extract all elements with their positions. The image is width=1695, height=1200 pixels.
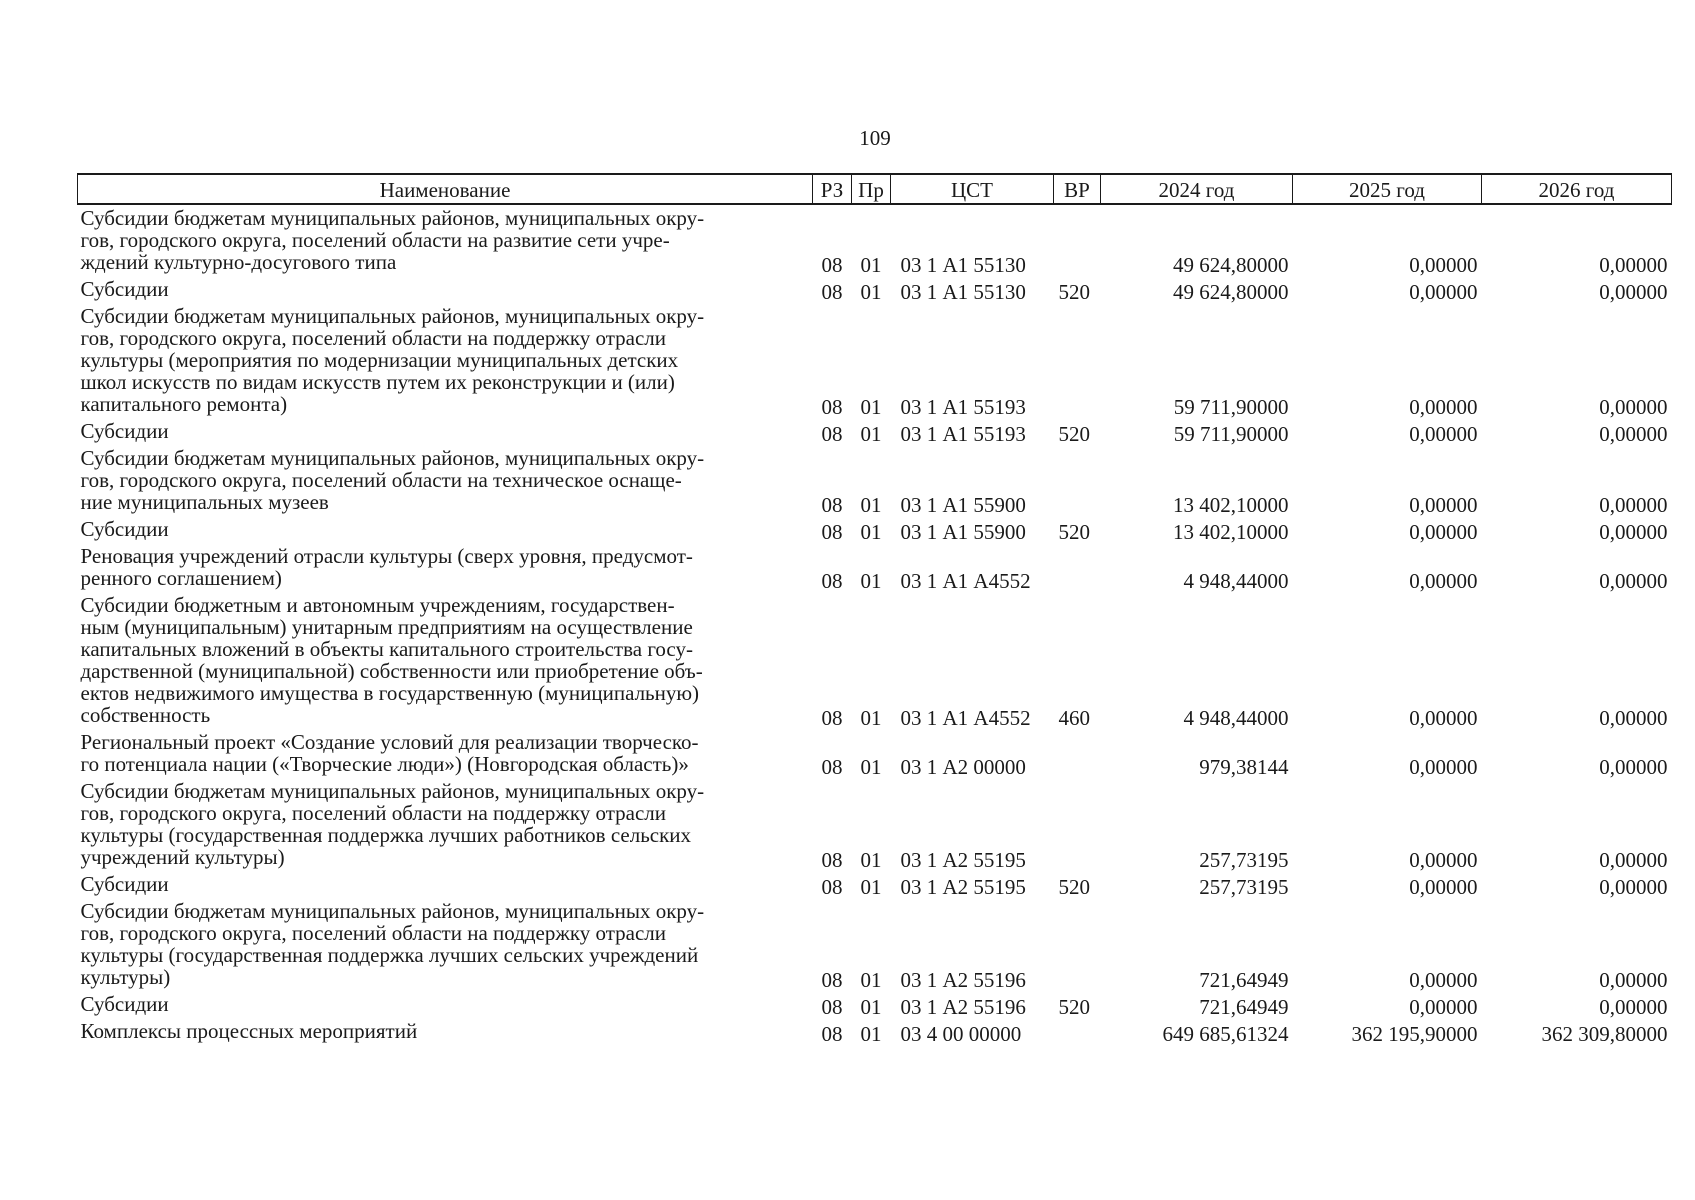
cell-2024: 4 948,44000	[1183, 569, 1289, 593]
cell-vr: 520	[1058, 995, 1090, 1019]
cell-vr	[1054, 445, 1101, 516]
name-line: гов, городского округа, поселений области на развитие сети учре-	[80, 228, 670, 252]
cell-2024: 979,38144	[1199, 755, 1289, 779]
cell-name	[78, 1018, 813, 1045]
cell-2025: 0,00000	[1409, 755, 1478, 779]
header-2025: 2025 год	[1293, 174, 1482, 204]
cell-2024: 13 402,10000	[1173, 493, 1289, 517]
table-header	[78, 174, 1672, 204]
cell-name	[78, 871, 813, 898]
cell-name	[78, 276, 813, 303]
name-line: ектов недвижимого имущества в государственную (муниципальную)	[80, 681, 700, 705]
cell-cst: 03 1 А1 А4552	[900, 569, 1031, 593]
cell-2025: 0,00000	[1409, 493, 1478, 517]
cell-2025: 0,00000	[1409, 706, 1478, 730]
cell-pr: 01	[860, 395, 882, 419]
cell-cst: 03 1 А2 00000	[900, 755, 1026, 779]
header-cst: ЦСТ	[891, 174, 1054, 204]
cell-pr: 01	[860, 253, 882, 277]
name-line: ждений культурно-досугового типа	[80, 250, 397, 274]
cell-2025: 0,00000	[1409, 253, 1478, 277]
cell-pr: 01	[860, 422, 882, 446]
cell-2024: 49 624,80000	[1173, 280, 1289, 304]
cell-rz: 08	[821, 995, 843, 1019]
header-2024: 2024 год	[1101, 174, 1293, 204]
cell-2025: 0,00000	[1409, 995, 1478, 1019]
budget-table	[77, 173, 1672, 1045]
cell-2024: 257,73195	[1199, 848, 1289, 872]
cell-2025: 0,00000	[1409, 520, 1478, 544]
cell-vr	[1054, 204, 1101, 276]
header-rz: РЗ	[813, 174, 852, 204]
cell-2024: 721,64949	[1199, 968, 1289, 992]
table-row	[78, 778, 1672, 871]
cell-name	[78, 303, 813, 418]
cell-2026: 0,00000	[1599, 755, 1668, 779]
name-line: ренного соглашением)	[80, 566, 282, 590]
cell-rz: 08	[821, 520, 843, 544]
cell-vr: 520	[1058, 520, 1090, 544]
cell-2025: 0,00000	[1409, 422, 1478, 446]
name-line: гов, городского округа, поселений области на поддержку отрасли	[80, 326, 667, 350]
cell-rz: 08	[821, 493, 843, 517]
cell-2026: 362 309,80000	[1541, 1022, 1668, 1046]
cell-name	[78, 543, 813, 592]
cell-pr: 01	[860, 569, 882, 593]
cell-vr	[1054, 1018, 1101, 1045]
name-line: Региональный проект «Создание условий для реализации творческо-	[80, 730, 699, 754]
name-line: культуры (государственная поддержка лучших работников сельских	[80, 823, 692, 847]
cell-name	[78, 592, 813, 729]
cell-cst: 03 1 А1 55130	[900, 253, 1026, 277]
cell-vr	[1054, 729, 1101, 778]
cell-vr	[1054, 303, 1101, 418]
table-row	[78, 592, 1672, 729]
cell-2026: 0,00000	[1599, 995, 1668, 1019]
cell-cst: 03 1 А1 55900	[900, 493, 1026, 517]
name-line: Субсидии	[80, 419, 169, 443]
page-number: 109	[859, 126, 891, 150]
cell-vr	[1054, 543, 1101, 592]
name-line: Субсидии бюджетам муниципальных районов, муниципальных окру-	[80, 446, 705, 470]
cell-2026: 0,00000	[1599, 569, 1668, 593]
table-row	[78, 204, 1672, 276]
cell-2025: 0,00000	[1409, 395, 1478, 419]
cell-vr	[1054, 778, 1101, 871]
cell-2026: 0,00000	[1599, 493, 1668, 517]
name-line: культуры (мероприятия по модернизации муниципальных детских	[80, 348, 679, 372]
cell-cst: 03 1 А2 55195	[900, 848, 1026, 872]
cell-rz: 08	[821, 569, 843, 593]
table-row	[78, 276, 1672, 303]
header-name: Наименование	[78, 174, 813, 204]
cell-rz: 08	[821, 968, 843, 992]
cell-cst: 03 1 А2 55196	[900, 968, 1026, 992]
cell-vr: 520	[1058, 422, 1090, 446]
cell-name	[78, 729, 813, 778]
cell-2026: 0,00000	[1599, 875, 1668, 899]
table-row	[78, 418, 1672, 445]
name-line: Комплексы процессных мероприятий	[80, 1019, 418, 1043]
cell-2024: 649 685,61324	[1162, 1022, 1289, 1046]
cell-2025: 0,00000	[1409, 569, 1478, 593]
cell-cst: 03 1 А1 55900	[900, 520, 1026, 544]
name-line: капитальных вложений в объекты капитального строительства госу-	[80, 637, 693, 661]
cell-pr: 01	[860, 995, 882, 1019]
name-line: го потенциала нации («Творческие люди») (Новгородская область)»	[80, 752, 689, 776]
cell-2024: 59 711,90000	[1173, 422, 1289, 446]
name-line: Субсидии бюджетам муниципальных районов, муниципальных окру-	[80, 206, 705, 230]
header-2026: 2026 год	[1482, 174, 1672, 204]
cell-pr: 01	[860, 280, 882, 304]
cell-2026: 0,00000	[1599, 520, 1668, 544]
cell-pr: 01	[860, 968, 882, 992]
name-line: Субсидии	[80, 517, 169, 541]
cell-rz: 08	[821, 422, 843, 446]
name-line: гов, городского округа, поселений области на поддержку отрасли	[80, 921, 667, 945]
name-line: культуры (государственная поддержка лучших сельских учреждений	[80, 943, 699, 967]
name-line: учреждений культуры)	[80, 845, 285, 869]
cell-2026: 0,00000	[1599, 706, 1668, 730]
name-line: Субсидии бюджетам муниципальных районов, муниципальных окру-	[80, 304, 705, 328]
cell-name	[78, 418, 813, 445]
cell-rz: 08	[821, 253, 843, 277]
name-line: школ искусств по видам искусств путем их реконструкции и (или)	[80, 370, 675, 394]
name-line: собственность	[80, 703, 211, 727]
cell-name	[78, 445, 813, 516]
cell-2024: 257,73195	[1199, 875, 1289, 899]
cell-cst: 03 4 00 00000	[900, 1022, 1022, 1046]
cell-2024: 59 711,90000	[1173, 395, 1289, 419]
cell-name	[78, 778, 813, 871]
cell-pr: 01	[860, 706, 882, 730]
cell-2025: 0,00000	[1409, 875, 1478, 899]
cell-rz: 08	[821, 280, 843, 304]
name-line: дарственной (муниципальной) собственности или приобретение объ-	[80, 659, 703, 683]
cell-2024: 49 624,80000	[1173, 253, 1289, 277]
cell-rz: 08	[821, 395, 843, 419]
cell-2026: 0,00000	[1599, 968, 1668, 992]
cell-name	[78, 516, 813, 543]
cell-2025: 362 195,90000	[1351, 1022, 1478, 1046]
table-row	[78, 991, 1672, 1018]
cell-name	[78, 991, 813, 1018]
cell-pr: 01	[860, 875, 882, 899]
table-row	[78, 303, 1672, 418]
cell-2025: 0,00000	[1409, 968, 1478, 992]
cell-cst: 03 1 А1 55130	[900, 280, 1026, 304]
cell-2026: 0,00000	[1599, 422, 1668, 446]
name-line: Субсидии	[80, 277, 169, 301]
name-line: Субсидии бюджетам муниципальных районов, муниципальных окру-	[80, 899, 705, 923]
cell-pr: 01	[860, 493, 882, 517]
header-row	[78, 174, 1672, 204]
name-line: капитального ремонта)	[80, 392, 288, 416]
cell-2024: 13 402,10000	[1173, 520, 1289, 544]
table-row	[78, 543, 1672, 592]
cell-pr: 01	[860, 520, 882, 544]
table-row	[78, 871, 1672, 898]
cell-rz: 08	[821, 848, 843, 872]
cell-pr: 01	[860, 848, 882, 872]
table-row	[78, 445, 1672, 516]
name-line: Реновация учреждений отрасли культуры (сверх уровня, предусмот-	[80, 544, 693, 568]
header-pr: Пр	[852, 174, 891, 204]
name-line: ние муниципальных музеев	[80, 490, 329, 514]
cell-vr: 520	[1058, 280, 1090, 304]
cell-rz: 08	[821, 706, 843, 730]
name-line: Субсидии	[80, 992, 169, 1016]
cell-name	[78, 898, 813, 991]
cell-name	[78, 204, 813, 276]
header-vr: ВР	[1054, 174, 1101, 204]
cell-2026: 0,00000	[1599, 848, 1668, 872]
cell-2025: 0,00000	[1409, 848, 1478, 872]
name-line: ным (муниципальным) унитарным предприятиям на осуществление	[80, 615, 693, 639]
table-row	[78, 516, 1672, 543]
name-line: гов, городского округа, поселений области на техническое оснаще-	[80, 468, 682, 492]
cell-2024: 4 948,44000	[1183, 706, 1289, 730]
cell-vr	[1054, 898, 1101, 991]
cell-2026: 0,00000	[1599, 395, 1668, 419]
cell-cst: 03 1 А1 55193	[900, 395, 1026, 419]
name-line: Субсидии бюджетам муниципальных районов, муниципальных окру-	[80, 779, 705, 803]
cell-rz: 08	[821, 1022, 843, 1046]
cell-2025: 0,00000	[1409, 280, 1478, 304]
table-body	[78, 204, 1672, 1045]
cell-vr: 460	[1058, 706, 1090, 730]
name-line: гов, городского округа, поселений области на поддержку отрасли	[80, 801, 667, 825]
cell-cst: 03 1 А1 55193	[900, 422, 1026, 446]
cell-cst: 03 1 А1 А4552	[900, 706, 1031, 730]
table-row	[78, 729, 1672, 778]
table-row	[78, 898, 1672, 991]
cell-2026: 0,00000	[1599, 280, 1668, 304]
cell-pr: 01	[860, 1022, 882, 1046]
cell-cst: 03 1 А2 55195	[900, 875, 1026, 899]
table-row	[78, 1018, 1672, 1045]
cell-pr: 01	[860, 755, 882, 779]
cell-rz: 08	[821, 875, 843, 899]
cell-rz: 08	[821, 755, 843, 779]
cell-cst: 03 1 А2 55196	[900, 995, 1026, 1019]
name-line: культуры)	[80, 965, 171, 989]
cell-2026: 0,00000	[1599, 253, 1668, 277]
cell-2024: 721,64949	[1199, 995, 1289, 1019]
name-line: Субсидии бюджетным и автономным учреждениям, государствен-	[80, 593, 675, 617]
name-line: Субсидии	[80, 872, 169, 896]
cell-vr: 520	[1058, 875, 1090, 899]
